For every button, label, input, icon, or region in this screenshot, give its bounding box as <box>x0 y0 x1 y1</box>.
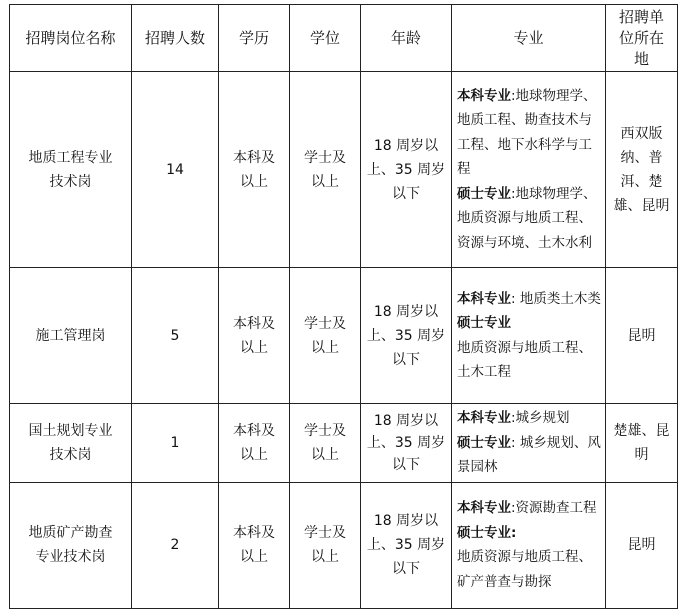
bachelor-text: : 地质类土木类 <box>511 290 601 307</box>
header-position-name: 招聘岗位名称 <box>10 5 132 72</box>
master-label: 硕士专业 <box>457 434 511 451</box>
position-name-line: 地质工程专业 <box>28 149 113 166</box>
age-line: 18 周岁以 <box>373 303 439 320</box>
header-location <box>606 5 678 72</box>
degree-line: 以上 <box>311 549 339 565</box>
location-text: 西双版纳、普洱、楚雄、昆明 <box>613 125 670 214</box>
bachelor-major <box>457 84 602 182</box>
table-row <box>10 482 678 608</box>
master-text: :地球物理学、地质资源与地质工程、资源与环境、土木水利 <box>457 185 597 251</box>
location-cell: 昆明 <box>606 482 678 608</box>
header-degree: 学位 <box>290 5 361 72</box>
education-cell <box>219 268 290 404</box>
header-major: 专业 <box>452 5 606 72</box>
headcount-cell: 5 <box>132 268 219 404</box>
master-text: : 城乡规划、风景园林 <box>457 434 601 475</box>
age-line: 以下 <box>392 456 420 473</box>
degree-line: 以上 <box>311 446 339 463</box>
education-cell <box>219 72 290 268</box>
age-cell <box>361 268 452 404</box>
bachelor-major <box>457 287 602 312</box>
header-row <box>10 5 678 72</box>
age-cell <box>361 404 452 483</box>
master-major <box>457 431 602 480</box>
degree-line: 学士及 <box>304 422 346 439</box>
position-name-line: 国土规划专业 <box>28 422 113 439</box>
major-cell <box>452 268 606 404</box>
age-line: 以下 <box>392 185 420 202</box>
master-label: 硕士专业 <box>457 185 511 202</box>
master-text: 地质资源与地质工程、土木工程 <box>457 339 592 380</box>
header-education: 学历 <box>219 5 290 72</box>
position-name-line: 技术岗 <box>49 173 92 190</box>
age-cell <box>361 72 452 268</box>
position-name-cell <box>10 268 132 404</box>
bachelor-text: :地球物理学、地质工程、勘查技术与工程、地下水科学与工程 <box>457 87 597 178</box>
bachelor-label: 本科专业 <box>457 410 511 426</box>
bachelor-label: 本科专业 <box>457 290 511 307</box>
bachelor-text: :城乡规划 <box>511 410 570 426</box>
headcount-cell: 1 <box>132 404 219 483</box>
degree-line: 学士及 <box>304 525 346 541</box>
degree-line: 以上 <box>311 173 339 190</box>
header-location-text: 招聘单位所在地 <box>618 7 664 68</box>
position-name-cell <box>10 72 132 268</box>
master-major <box>457 311 602 336</box>
table-row <box>10 72 678 268</box>
header-age: 年龄 <box>361 5 452 72</box>
headcount-cell: 2 <box>132 482 219 608</box>
bachelor-label: 本科专业 <box>457 87 511 104</box>
education-line: 本科及 <box>233 315 275 332</box>
education-line: 以上 <box>240 173 268 190</box>
degree-line: 学士及 <box>304 149 346 166</box>
education-line: 以上 <box>240 339 268 356</box>
master-major <box>457 182 602 256</box>
age-line: 18 周岁以 <box>373 137 439 154</box>
recruitment-table <box>9 4 678 609</box>
master-label: 硕士专业 <box>457 315 511 331</box>
bachelor-major <box>457 406 602 431</box>
position-name-cell <box>10 404 132 483</box>
education-line: 本科及 <box>233 422 275 439</box>
degree-cell <box>290 404 361 483</box>
age-line: 18 周岁以 <box>373 513 439 529</box>
degree-cell <box>290 268 361 404</box>
position-name-line: 地质矿产勘查 <box>28 525 113 541</box>
location-cell <box>606 404 678 483</box>
degree-line: 以上 <box>311 339 339 356</box>
age-line: 上、35 周岁 <box>366 161 446 178</box>
position-name-line: 技术岗 <box>49 446 92 463</box>
age-line: 以下 <box>392 351 420 368</box>
degree-line: 学士及 <box>304 315 346 332</box>
position-name-line: 施工管理岗 <box>35 327 106 344</box>
age-line: 上、35 周岁 <box>366 327 446 344</box>
age-line: 18 周岁以 <box>373 412 439 429</box>
education-cell <box>219 482 290 608</box>
major-cell <box>452 404 606 483</box>
location-text: 楚雄、昆明 <box>613 422 670 463</box>
degree-cell <box>290 482 361 608</box>
major-cell <box>452 482 606 608</box>
education-line: 本科及 <box>233 149 275 166</box>
education-cell <box>219 404 290 483</box>
master-label: 硕士专业 <box>457 524 511 541</box>
header-headcount: 招聘人数 <box>132 5 219 72</box>
age-cell <box>361 482 452 608</box>
master-colon: : <box>511 524 517 541</box>
headcount-cell: 14 <box>132 72 219 268</box>
age-line: 上、35 周岁 <box>366 434 446 451</box>
position-name-line: 专业技术岗 <box>35 549 106 565</box>
bachelor-label: 本科专业 <box>457 500 511 516</box>
position-name-cell <box>10 482 132 608</box>
major-cell <box>452 72 606 268</box>
location-cell: 昆明 <box>606 268 678 404</box>
age-line: 上、35 周岁 <box>366 537 446 553</box>
education-line: 以上 <box>240 446 268 463</box>
bachelor-text: :资源勘查工程 <box>511 500 597 516</box>
master-major <box>457 521 602 546</box>
bachelor-major <box>457 496 602 521</box>
degree-cell <box>290 72 361 268</box>
location-cell <box>606 72 678 268</box>
table-row <box>10 268 678 404</box>
education-line: 本科及 <box>233 525 275 541</box>
age-line: 以下 <box>392 561 420 577</box>
master-text: 地质资源与地质工程、矿产普查与勘探 <box>457 549 592 590</box>
education-line: 以上 <box>240 549 268 565</box>
table-row <box>10 404 678 483</box>
